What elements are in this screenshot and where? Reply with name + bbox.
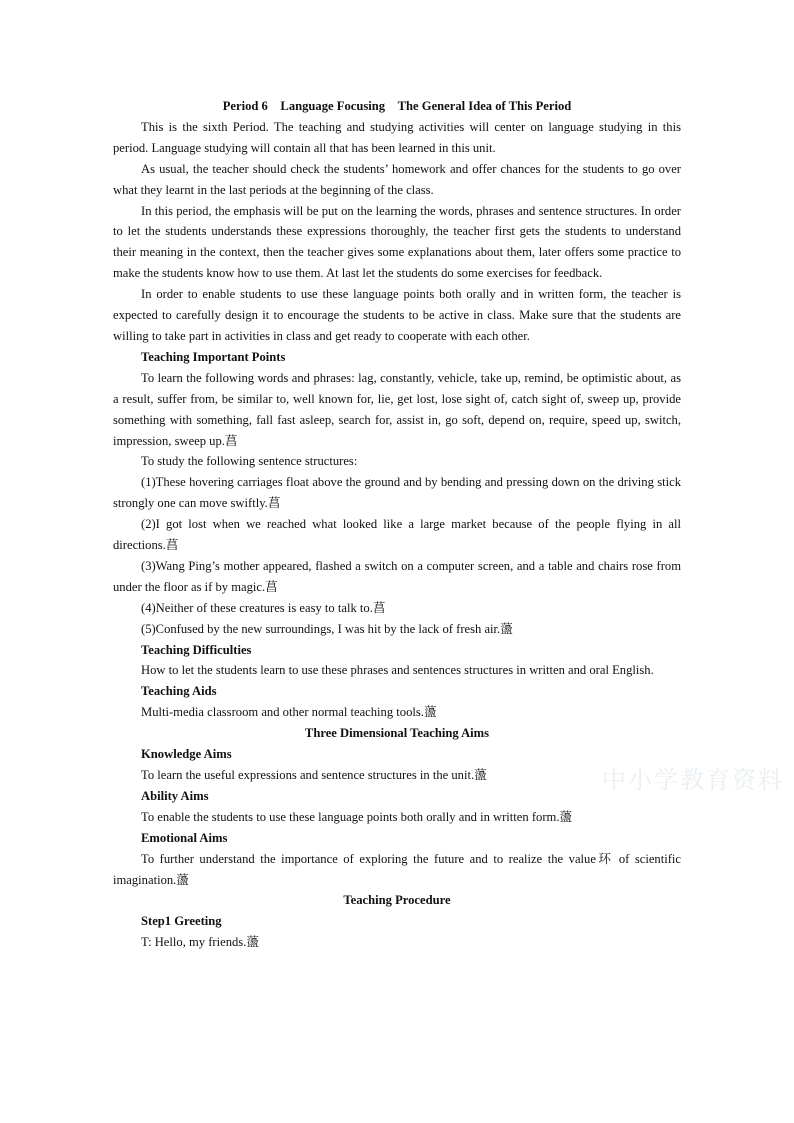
intro-paragraph-3: In this period, the emphasis will be put on the learning the words, phrases and sentence structures. In order to let the students understands these expressions thoroughly, the teacher first gets the students to understand their meaning in the context, then the teacher gives some explanations about them, later offers some practice to make the students know how to use them. At last let the students do some exercises for feedback. bbox=[113, 203, 681, 281]
structure-item-2: (2)I got lost when we reached what looked like a large market because of the people flying in all directions.菖 bbox=[113, 517, 681, 553]
document-page bbox=[113, 96, 681, 953]
knowledge-aims-text: To learn the useful expressions and sentence structures in the unit.蘯 bbox=[141, 768, 487, 782]
document-title: Period 6 Language Focusing The General Idea of This Period bbox=[222, 99, 572, 113]
knowledge-aims-heading: Knowledge Aims bbox=[141, 747, 232, 762]
intro-paragraph-4: In order to enable students to use these language points both orally and in written form, the teacher is expected to carefully design it to encourage the students to be active in class. Make sure that the students are willing to take part in activities in class and get ready to cooperate with each other. bbox=[113, 287, 681, 343]
step1-text: T: Hello, my friends.蘯 bbox=[141, 935, 259, 950]
intro-paragraph-2: As usual, the teacher should check the students’ homework and offer chances for the students to go over what they learnt in the last periods at the beginning of the class. bbox=[113, 161, 681, 197]
intro-paragraph-1: This is the sixth Period. The teaching and studying activities will center on language studying in this period. Language studying will contain all that has been learned in this unit. bbox=[113, 119, 681, 155]
structures-intro: To study the following sentence structures: bbox=[141, 454, 358, 469]
aids-text: Multi-media classroom and other normal teaching tools.蘯 bbox=[141, 705, 437, 720]
important-points-heading: Teaching Important Points bbox=[141, 349, 286, 364]
emotional-aims-heading: Emotional Aims bbox=[141, 830, 228, 845]
words-phrases-paragraph: To learn the following words and phrases: lag, constantly, vehicle, take up, remind, be optimistic about, as a result, suffer from, be similar to, well known for, lie, get lost, lose sight of, catch sight of, sweep up, provide something with something, fall fast asleep, search for, assist in, go soft, depend on, require, speed up, switch, impression, sweep up.菖 bbox=[113, 370, 681, 448]
structure-item-4: (4)Neither of these creatures is easy to talk to.菖 bbox=[141, 600, 386, 615]
aims-title: Three Dimensional Teaching Aims bbox=[304, 726, 490, 741]
aids-heading: Teaching Aids bbox=[141, 684, 217, 699]
ability-aims-heading: Ability Aims bbox=[141, 788, 209, 803]
difficulties-heading: Teaching Difficulties bbox=[141, 642, 252, 657]
structure-item-5: (5)Confused by the new surroundings, I was hit by the lack of fresh air.蘯 bbox=[141, 621, 513, 636]
step1-heading: Step1 Greeting bbox=[141, 914, 222, 929]
watermark: 中小学教育资料 bbox=[602, 766, 784, 794]
procedure-title: Teaching Procedure bbox=[343, 893, 451, 908]
structure-item-1: (1)These hovering carriages float above the ground and by bending and pressing down on the driving stick strongly one can move swiftly.菖 bbox=[113, 475, 681, 511]
ability-aims-text: To enable the students to use these language points both orally and in written form.蘯 bbox=[141, 809, 573, 824]
difficulties-text: How to let the students learn to use these phrases and sentences structures in written and oral English. bbox=[141, 663, 654, 678]
emotional-aims-text: To further understand the importance of exploring the future and to realize the value环 of scientific imagination.蘯 bbox=[113, 851, 681, 887]
structure-item-3: (3)Wang Ping’s mother appeared, flashed a switch on a computer screen, and a table and chairs rose from under the floor as if by magic.菖 bbox=[113, 558, 681, 594]
